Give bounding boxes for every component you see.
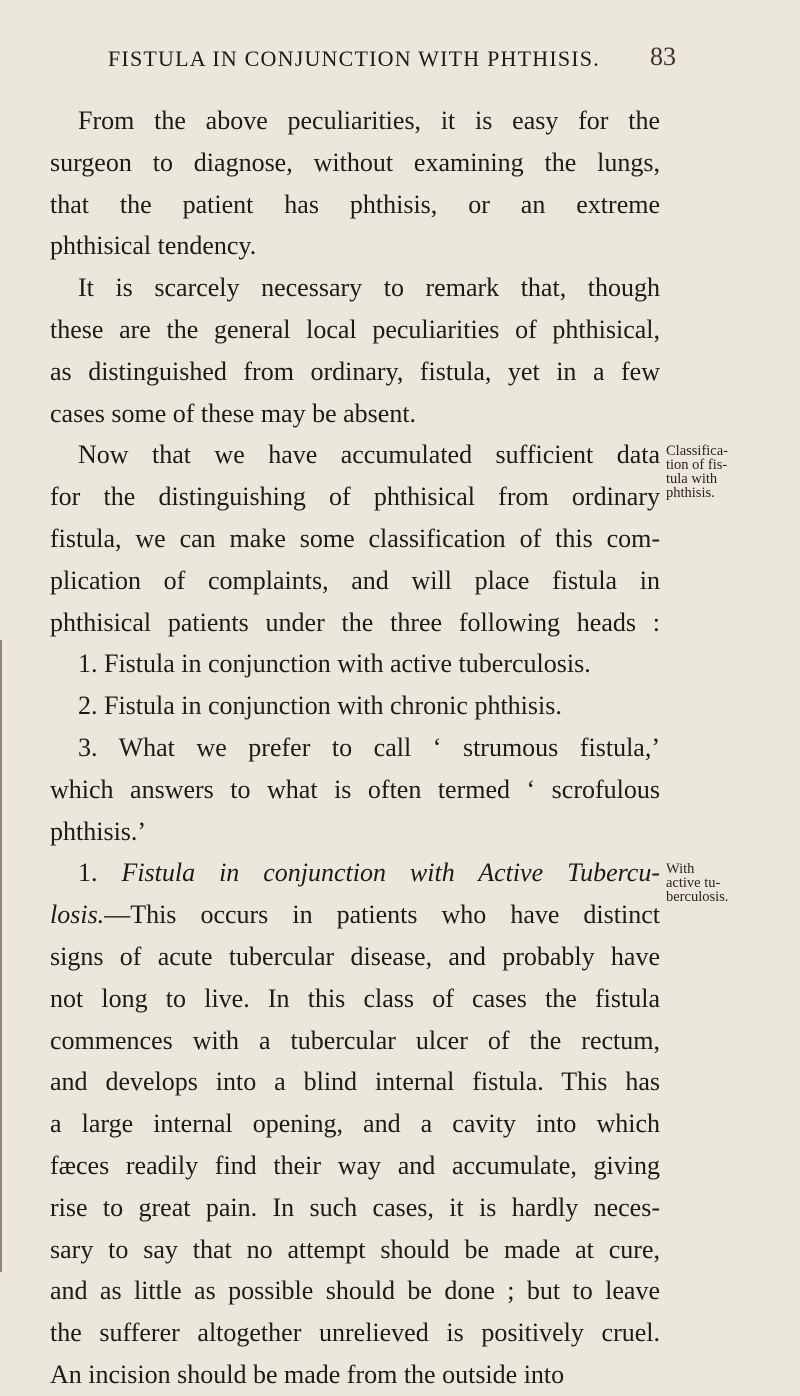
text-line: a large internal opening, and a cavity into which: [50, 1109, 660, 1139]
text-line: An incision should be made from the outside into: [50, 1359, 565, 1389]
margin-note-line: Classifica-: [666, 443, 729, 459]
text-line: fistula, we can make some classification of this com-: [50, 523, 660, 553]
running-head: [96, 42, 676, 86]
text-line: rise to great pain. In such cases, it is hardly neces-: [50, 1192, 660, 1222]
text-line: fæces readily find their way and accumulate, giving: [50, 1150, 660, 1180]
text-line: It is scarcely necessary to remark that, though: [78, 273, 660, 303]
text-line: as distinguished from ordinary, fistula, yet in a few: [50, 356, 660, 386]
section-heading-end: losis.: [50, 900, 105, 930]
text-span: —This occurs in patients who have distinct: [104, 900, 660, 930]
text-line: plication of complaints, and will place fistula in: [50, 565, 660, 595]
list-item: 3. What we prefer to call ‘ strumous fistula,’: [78, 732, 660, 762]
text-line: that the patient has phthisis, or an extreme: [50, 189, 660, 219]
text-line: surgeon to diagnose, without examining the lungs,: [50, 147, 660, 177]
margin-note-line: With: [666, 861, 695, 877]
list-item: 1. Fistula in conjunction with active tuberculosis.: [78, 649, 591, 679]
text-line: [50, 894, 660, 936]
margin-note-classification: [666, 444, 776, 500]
page-edge-line: [0, 640, 2, 1272]
text-line: for the distinguishing of phthisical from ordinary: [50, 482, 660, 512]
text-line: the sufferer altogether unrelieved is positively cruel.: [50, 1318, 660, 1348]
text-line: and develops into a blind internal fistula. This has: [50, 1067, 660, 1097]
running-title: FISTULA IN CONJUNCTION WITH PHTHISIS.: [108, 46, 600, 71]
text-line: these are the general local peculiarities of phthisical,: [50, 314, 660, 344]
text-line: From the above peculiarities, it is easy for the: [78, 106, 660, 135]
section-heading: Fistula in conjunction with Active Tubercu-: [121, 858, 660, 888]
text-line: not long to live. In this class of cases the fistula: [50, 983, 660, 1013]
text-line: phthisical tendency.: [50, 231, 257, 261]
text-line: signs of acute tubercular disease, and probably have: [50, 941, 660, 971]
text-line: sary to say that no attempt should be made at cure,: [50, 1234, 660, 1264]
margin-note-line: berculosis.: [666, 889, 729, 905]
section-heading-line: [50, 852, 660, 894]
text-line: and as little as possible should be done ; but to leave: [50, 1276, 660, 1306]
margin-note-line: active tu-: [666, 875, 721, 891]
text-line: commences with a tubercular ulcer of the rectum,: [50, 1025, 660, 1055]
margin-note-line: phthisis.: [666, 485, 715, 501]
text-line: which answers to what is often termed ‘ scrofulous: [50, 774, 660, 804]
section-number: 1.: [78, 858, 122, 888]
margin-note-line: tion of fis-: [666, 457, 728, 473]
margin-note-tuberculosis: [666, 862, 776, 904]
list-item: 2. Fistula in conjunction with chronic phthisis.: [78, 691, 562, 721]
text-line: Now that we have accumulated sufficient data: [78, 440, 660, 470]
text-line: cases some of these may be absent.: [50, 398, 417, 428]
text-line: phthisical patients under the three following heads :: [50, 607, 660, 637]
body-text: [50, 100, 660, 1396]
page-number: 83: [650, 42, 676, 71]
text-line: phthisis.’: [50, 816, 147, 846]
margin-note-line: tula with: [666, 471, 718, 487]
